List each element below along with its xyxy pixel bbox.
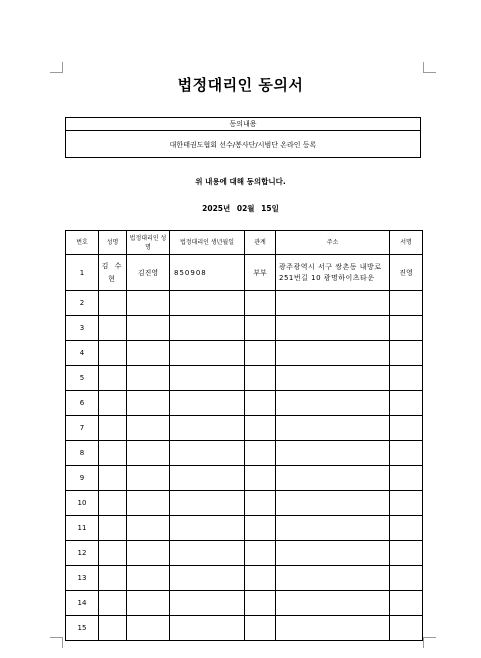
table-row xyxy=(66,616,423,641)
cell-sign[interactable] xyxy=(390,341,423,366)
cell-relation[interactable] xyxy=(245,491,276,516)
cell-guardian-birth[interactable] xyxy=(170,341,245,366)
cell-sign[interactable] xyxy=(390,441,423,466)
cell-guardian-name[interactable] xyxy=(127,441,170,466)
table-row xyxy=(66,416,423,441)
cell-sign[interactable] xyxy=(390,491,423,516)
cell-sign[interactable] xyxy=(390,541,423,566)
cell-relation[interactable] xyxy=(245,391,276,416)
cell-no: 14 xyxy=(66,591,99,616)
cell-guardian-name[interactable]: 김진영 xyxy=(127,255,170,291)
cell-no: 15 xyxy=(66,616,99,641)
cell-guardian-birth[interactable] xyxy=(170,316,245,341)
header-relation: 관계 xyxy=(245,231,276,255)
crop-mark-bottom-right-v xyxy=(423,637,424,648)
cell-name[interactable] xyxy=(99,441,127,466)
cell-relation[interactable] xyxy=(245,616,276,641)
cell-no: 12 xyxy=(66,541,99,566)
header-guardian-birth: 법정대리인 생년월일 xyxy=(170,231,245,255)
cell-name[interactable] xyxy=(99,541,127,566)
cell-sign[interactable]: 진영 xyxy=(390,255,423,291)
cell-address[interactable] xyxy=(276,416,390,441)
table-row xyxy=(66,366,423,391)
cell-name[interactable] xyxy=(99,341,127,366)
cell-relation[interactable] xyxy=(245,416,276,441)
cell-sign[interactable] xyxy=(390,416,423,441)
header-guardian-name: 법정대리인 성명 xyxy=(127,231,170,255)
cell-guardian-name[interactable] xyxy=(127,466,170,491)
cell-guardian-name[interactable] xyxy=(127,341,170,366)
cell-guardian-name[interactable] xyxy=(127,591,170,616)
cell-relation[interactable] xyxy=(245,441,276,466)
cell-sign[interactable] xyxy=(390,366,423,391)
cell-name[interactable] xyxy=(99,616,127,641)
cell-guardian-name[interactable] xyxy=(127,541,170,566)
cell-address[interactable] xyxy=(276,291,390,316)
cell-no: 11 xyxy=(66,516,99,541)
table-row xyxy=(66,466,423,491)
cell-address[interactable]: 광주광역시 서구 쌍촌동 내방로 251번길 10 광명하이츠타운 xyxy=(276,255,390,291)
table-row xyxy=(66,316,423,341)
cell-sign[interactable] xyxy=(390,566,423,591)
cell-name[interactable] xyxy=(99,591,127,616)
cell-address[interactable] xyxy=(276,316,390,341)
cell-address[interactable] xyxy=(276,391,390,416)
crop-mark-top-left-v xyxy=(62,62,63,73)
cell-relation[interactable] xyxy=(245,366,276,391)
cell-relation[interactable] xyxy=(245,466,276,491)
cell-no: 1 xyxy=(66,255,99,291)
cell-guardian-birth[interactable] xyxy=(170,591,245,616)
consent-date: 2025년 02월 15일 xyxy=(202,204,279,213)
header-name: 성명 xyxy=(99,231,127,255)
cell-guardian-birth[interactable] xyxy=(170,516,245,541)
cell-guardian-birth[interactable] xyxy=(170,616,245,641)
cell-sign[interactable] xyxy=(390,591,423,616)
cell-guardian-birth[interactable] xyxy=(170,466,245,491)
cell-address[interactable] xyxy=(276,341,390,366)
cell-address[interactable] xyxy=(276,516,390,541)
cell-relation[interactable] xyxy=(245,516,276,541)
table-row xyxy=(66,391,423,416)
table-row xyxy=(66,541,423,566)
cell-no: 4 xyxy=(66,341,99,366)
consent-content: 대한태권도협회 선수/봉사단/시범단 온라인 등록 xyxy=(169,141,317,149)
cell-guardian-name[interactable] xyxy=(127,416,170,441)
cell-relation[interactable] xyxy=(245,316,276,341)
cell-relation[interactable] xyxy=(245,291,276,316)
cell-address[interactable] xyxy=(276,541,390,566)
table-row xyxy=(66,255,423,291)
cell-guardian-birth[interactable]: 850908 xyxy=(170,255,245,291)
cell-name[interactable] xyxy=(99,491,127,516)
cell-name[interactable] xyxy=(99,291,127,316)
cell-address[interactable] xyxy=(276,616,390,641)
cell-no: 7 xyxy=(66,416,99,441)
cell-address[interactable] xyxy=(276,491,390,516)
header-address: 주소 xyxy=(276,231,390,255)
cell-guardian-birth[interactable] xyxy=(170,391,245,416)
cell-sign[interactable] xyxy=(390,516,423,541)
table-row xyxy=(66,566,423,591)
table-row xyxy=(66,516,423,541)
cell-guardian-birth[interactable] xyxy=(170,441,245,466)
cell-name[interactable]: 김 수 현 xyxy=(99,255,127,291)
cell-guardian-birth[interactable] xyxy=(170,416,245,441)
cell-guardian-birth[interactable] xyxy=(170,566,245,591)
cell-sign[interactable] xyxy=(390,291,423,316)
cell-sign[interactable] xyxy=(390,316,423,341)
cell-name[interactable] xyxy=(99,416,127,441)
cell-relation[interactable] xyxy=(245,591,276,616)
agree-statement: 위 내용에 대해 동의합니다. xyxy=(195,177,286,186)
cell-guardian-name[interactable] xyxy=(127,366,170,391)
cell-guardian-name[interactable] xyxy=(127,316,170,341)
cell-guardian-birth[interactable] xyxy=(170,291,245,316)
cell-name[interactable] xyxy=(99,566,127,591)
consent-box xyxy=(65,117,421,158)
cell-guardian-name[interactable] xyxy=(127,291,170,316)
cell-no: 6 xyxy=(66,391,99,416)
cell-address[interactable] xyxy=(276,441,390,466)
cell-relation[interactable] xyxy=(245,566,276,591)
cell-name[interactable] xyxy=(99,516,127,541)
cell-no: 8 xyxy=(66,441,99,466)
cell-guardian-name[interactable] xyxy=(127,616,170,641)
crop-mark-bottom-left-v xyxy=(62,637,63,648)
cell-no: 9 xyxy=(66,466,99,491)
crop-mark-top-right-h xyxy=(423,72,436,73)
table-row xyxy=(66,491,423,516)
guardian-table xyxy=(65,230,423,641)
cell-relation[interactable] xyxy=(245,541,276,566)
cell-no: 5 xyxy=(66,366,99,391)
cell-guardian-name[interactable] xyxy=(127,491,170,516)
cell-sign[interactable] xyxy=(390,391,423,416)
cell-sign[interactable] xyxy=(390,616,423,641)
cell-no: 3 xyxy=(66,316,99,341)
cell-name[interactable] xyxy=(99,391,127,416)
cell-guardian-name[interactable] xyxy=(127,391,170,416)
cell-guardian-birth[interactable] xyxy=(170,541,245,566)
crop-mark-top-right-v xyxy=(423,62,424,73)
table-row xyxy=(66,291,423,316)
cell-relation[interactable]: 부부 xyxy=(245,255,276,291)
header-sign: 서명 xyxy=(390,231,423,255)
cell-name[interactable] xyxy=(99,316,127,341)
cell-address[interactable] xyxy=(276,566,390,591)
document-title: 법정대리인 동의서 xyxy=(177,76,304,94)
header-no: 번호 xyxy=(66,231,99,255)
cell-guardian-name[interactable] xyxy=(127,516,170,541)
consent-header: 동의내용 xyxy=(66,118,420,131)
table-row xyxy=(66,441,423,466)
cell-guardian-birth[interactable] xyxy=(170,366,245,391)
cell-no: 10 xyxy=(66,491,99,516)
cell-address[interactable] xyxy=(276,466,390,491)
cell-no: 13 xyxy=(66,566,99,591)
cell-no: 2 xyxy=(66,291,99,316)
table-row xyxy=(66,341,423,366)
cell-address[interactable] xyxy=(276,366,390,391)
table-row xyxy=(66,591,423,616)
cell-guardian-birth[interactable] xyxy=(170,491,245,516)
table-header-row xyxy=(66,231,423,255)
cell-guardian-name[interactable] xyxy=(127,566,170,591)
cell-sign[interactable] xyxy=(390,466,423,491)
crop-mark-bottom-right-h xyxy=(423,637,436,638)
cell-address[interactable] xyxy=(276,591,390,616)
cell-relation[interactable] xyxy=(245,341,276,366)
cell-name[interactable] xyxy=(99,366,127,391)
cell-name[interactable] xyxy=(99,466,127,491)
